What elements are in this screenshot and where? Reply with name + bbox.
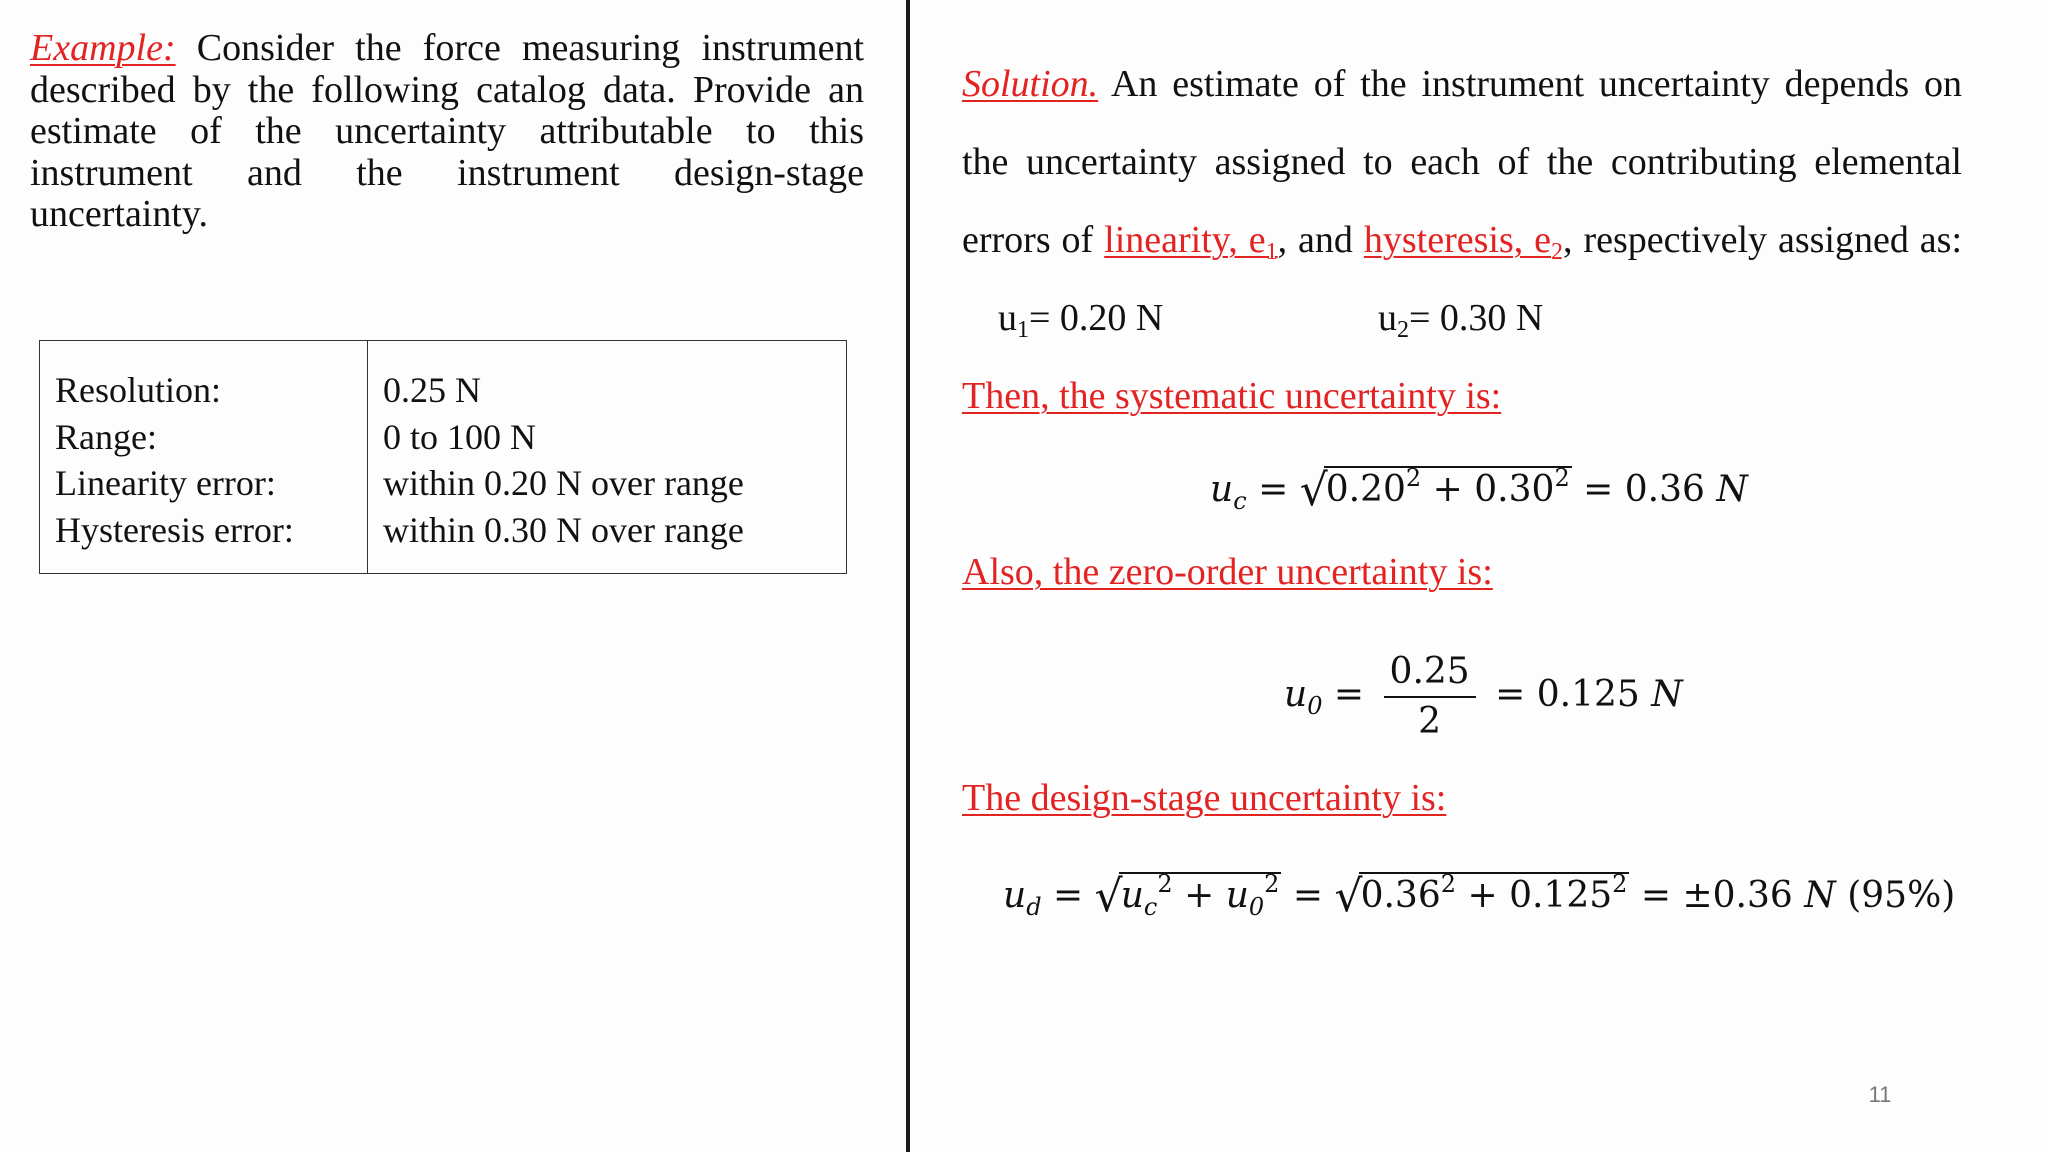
- systematic-unit: N: [1716, 469, 1748, 510]
- term-a: 0.20: [1325, 469, 1406, 510]
- solution-label: Solution.: [962, 63, 1099, 105]
- equals-sign-1: =: [1053, 875, 1084, 916]
- term-b-exponent: 2: [1554, 464, 1570, 492]
- zero-order-equation: [1284, 648, 1683, 746]
- u1-assignment: [998, 296, 1164, 343]
- plus-sign: +: [1432, 469, 1463, 510]
- example-paragraph: [30, 28, 864, 236]
- solution-line-1: [962, 62, 1962, 106]
- page-number: 11: [1868, 1082, 1892, 1107]
- fraction: [1384, 648, 1476, 746]
- radicand: [1324, 466, 1572, 512]
- solution-line-3: [962, 218, 1962, 265]
- catalog-values-column: [368, 341, 846, 573]
- equals-sign: =: [1258, 469, 1289, 510]
- linearity-text: linearity, e: [1104, 219, 1266, 261]
- solution-line-1-text: An estimate of the instrument uncertainty depends on: [1110, 63, 1963, 105]
- solution-line-3-c: , respectively assigned as:: [1563, 219, 1962, 261]
- sqrt-numeric: [1335, 868, 1630, 921]
- radical-sign: √: [1334, 871, 1363, 922]
- solution-line-3-a: errors of: [962, 219, 1094, 261]
- uc-symbol: u: [1210, 469, 1234, 510]
- zero-order-result: = 0.125: [1495, 674, 1640, 715]
- u2-symbol: u: [1378, 297, 1397, 339]
- fraction-denominator: 2: [1418, 701, 1442, 742]
- linearity-term: [1104, 219, 1278, 265]
- equals-sign-2: =: [1292, 875, 1324, 916]
- uc-term-exponent: 2: [1157, 870, 1173, 898]
- radicand-numeric: [1359, 872, 1630, 918]
- u0-term-exponent: 2: [1264, 870, 1280, 898]
- u1-subscript: 1: [1017, 317, 1029, 343]
- u0-subscript: 0: [1307, 692, 1323, 720]
- hysteresis-text: hysteresis, e: [1363, 219, 1552, 261]
- design-stage-unit: N: [1804, 875, 1836, 916]
- term-b: 0.30: [1474, 469, 1555, 510]
- systematic-equation: [1210, 462, 1748, 515]
- catalog-label-range: Range:: [55, 416, 157, 457]
- design-stage-heading: The design-stage uncertainty is:: [962, 777, 1447, 819]
- numeric-term-1: 0.36: [1360, 875, 1441, 916]
- radicand-symbolic: [1119, 870, 1282, 921]
- hysteresis-term: [1363, 219, 1564, 265]
- design-stage-equation: [1003, 868, 1955, 921]
- zero-order-heading: Also, the zero-order uncertainty is:: [962, 551, 1493, 593]
- uc-term-subscript: c: [1143, 893, 1158, 921]
- uc-subscript: c: [1233, 487, 1247, 515]
- radical-sign: √: [1299, 465, 1328, 516]
- systematic-result: = 0.36: [1583, 469, 1705, 510]
- u0-term-subscript: 0: [1248, 893, 1265, 921]
- catalog-value-resolution: 0.25 N: [383, 370, 481, 410]
- u2-value: = 0.30 N: [1409, 297, 1544, 339]
- column-divider: [906, 0, 910, 1152]
- confidence-level: (95%): [1847, 875, 1956, 916]
- u2-subscript: 2: [1397, 317, 1409, 343]
- catalog-table: [39, 340, 847, 574]
- design-stage-result: = ±0.36: [1640, 875, 1793, 916]
- uc-term: u: [1120, 875, 1144, 916]
- systematic-heading: Then, the systematic uncertainty is:: [962, 375, 1502, 417]
- numeric-term-2-exponent: 2: [1612, 870, 1628, 898]
- catalog-value-linearity: within 0.20 N over range: [383, 463, 744, 503]
- radical-sign: √: [1094, 871, 1123, 922]
- catalog-value-range: 0 to 100 N: [383, 416, 536, 457]
- catalog-labels-column: [40, 341, 368, 573]
- term-a-exponent: 2: [1405, 464, 1422, 492]
- catalog-value-hysteresis: within 0.30 N over range: [383, 509, 744, 550]
- catalog-label-linearity: Linearity error:: [55, 463, 276, 503]
- ud-subscript: d: [1026, 893, 1042, 921]
- u1-value: = 0.20 N: [1029, 297, 1164, 339]
- solution-line-2: the uncertainty assigned to each of the contributing elemental: [962, 141, 1962, 183]
- catalog-label-hysteresis: Hysteresis error:: [55, 509, 294, 550]
- sqrt-systematic: [1300, 462, 1572, 515]
- numeric-term-1-exponent: 2: [1440, 870, 1456, 898]
- solution-line-3-b: , and: [1277, 219, 1353, 261]
- u1-symbol: u: [998, 297, 1017, 339]
- plus-sign-2: +: [1467, 875, 1498, 916]
- plus-sign-1: +: [1184, 875, 1215, 916]
- hysteresis-subscript: 2: [1551, 239, 1564, 265]
- catalog-label-resolution: Resolution:: [55, 370, 222, 410]
- sqrt-symbolic: [1095, 868, 1282, 921]
- equals-sign: =: [1333, 674, 1365, 715]
- fraction-numerator: 0.25: [1384, 648, 1476, 698]
- example-text: Consider the force measuring instrument described by the following catalog data. Provide an estimate of the uncertainty attributable to this instrument and the instrument design-stage uncertainty.: [30, 27, 865, 235]
- ud-symbol: u: [1003, 875, 1027, 916]
- numeric-term-2: 0.125: [1509, 875, 1613, 916]
- u0-symbol: u: [1284, 674, 1308, 715]
- u2-assignment: [1378, 296, 1544, 343]
- example-label: Example:: [30, 27, 176, 69]
- linearity-subscript: 1: [1265, 239, 1278, 265]
- u0-term: u: [1225, 875, 1249, 916]
- zero-order-unit: N: [1651, 674, 1683, 715]
